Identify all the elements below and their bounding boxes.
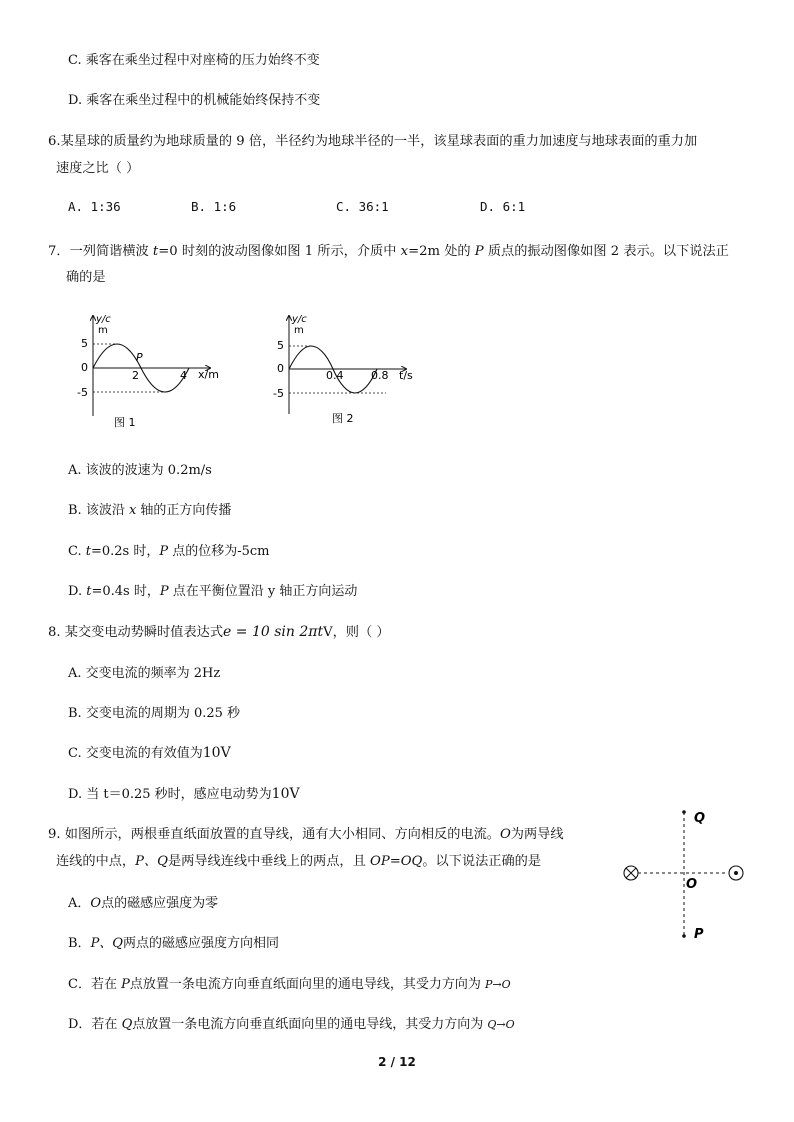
x-tick-4: 4 (180, 369, 187, 382)
q8-option-c: C. 交变电流的有效值为10V (68, 745, 231, 761)
q7-option-a: A. 该波的波速为 0.2m/s (68, 463, 212, 478)
label-o: O (686, 877, 698, 892)
q6-stem-line1: 6.某星球的质量约为地球质量的 9 倍，半径约为地球半径的一半，该星球表面的重力加速度与地球表面的重力加 (48, 134, 698, 149)
y-tick-neg5: -5 (273, 387, 284, 400)
q6-option-a: A. 1:36 (68, 199, 121, 214)
x-axis-label: t/s (399, 369, 413, 382)
y-axis-label: y/c (292, 314, 307, 325)
y-tick-0: 0 (81, 361, 88, 374)
figure-2-caption: 图 2 (332, 412, 354, 425)
vibration-graph-figure-2 (268, 306, 428, 436)
q8-formula: e = 10 sin 2πt (223, 624, 324, 640)
x-tick-0-8: 0.8 (371, 369, 389, 382)
q8-option-d: D. 当 t＝0.25 秒时，感应电动势为10V (68, 786, 300, 802)
figure-1-caption: 图 1 (114, 416, 136, 429)
x-axis-label: x/m (198, 368, 219, 381)
current-into-page-icon (624, 866, 638, 880)
x-tick-0-4: 0.4 (326, 369, 344, 382)
point-p-dot (682, 934, 686, 938)
y-tick-5: 5 (81, 337, 88, 350)
q7-option-c: C. t=0.2s 时，P 点的位移为-5cm (68, 544, 270, 559)
y-tick-0: 0 (277, 362, 284, 375)
q9-stem-line1: 9. 如图所示，两根垂直纸面放置的直导线，通有大小相同、方向相反的电流。O为两导线 (48, 827, 564, 842)
point-p-label: P (136, 351, 143, 364)
x-tick-2: 2 (132, 369, 139, 382)
q6-option-d: D. 6:1 (480, 199, 526, 214)
q9-option-b: B．P、Q两点的磁感应强度方向相同 (68, 936, 279, 951)
q9-option-c: C．若在 P点放置一条电流方向垂直纸面向里的通电导线，其受力方向为 P→O (68, 977, 511, 992)
page-number: 2 / 12 (378, 1055, 416, 1069)
wires-figure (618, 800, 758, 950)
y-tick-5: 5 (277, 339, 284, 352)
q9-option-d: D．若在 Q点放置一条电流方向垂直纸面向里的通电导线，其受力方向为 Q→O (68, 1017, 515, 1032)
y-axis-unit: m (98, 325, 108, 336)
y-axis-unit: m (294, 325, 304, 336)
q7-stem-line1: 7．一列简谐横波 t=0 时刻的波动图像如图 1 所示，介质中 x=2m 处的 P 质点的振动图像如图 2 表示。以下说法正 (48, 244, 729, 259)
current-out-of-page-icon (729, 866, 743, 880)
q9-stem-line2: 连线的中点，P、Q是两导线连线中垂线上的两点，且 OP=OQ。以下说法正确的是 (56, 854, 542, 869)
q9-option-a: A．O点的磁感应强度为零 (68, 896, 219, 911)
q8-option-a: A. 交变电流的频率为 2Hz (68, 666, 221, 681)
q7-option-b: B. 该波沿 x 轴的正方向传播 (68, 503, 232, 518)
q8-stem: 8. 某交变电动势瞬时值表达式e = 10 sin 2πtV，则（ ） (48, 624, 390, 640)
wave-graph-figure-1 (70, 306, 230, 436)
q6-stem-line2: 速度之比（ ） (56, 161, 140, 176)
q7-option-d: D. t=0.4s 时，P 点在平衡位置沿 y 轴正方向运动 (68, 584, 358, 599)
q5-option-c: C. 乘客在乘坐过程中对座椅的压力始终不变 (68, 53, 320, 68)
label-p: P (694, 927, 704, 942)
q6-option-c: C. 36:1 (336, 199, 389, 214)
y-tick-neg5: -5 (77, 386, 88, 399)
point-q-dot (682, 810, 686, 814)
q6-option-b: B. 1:6 (191, 199, 237, 214)
label-q: Q (694, 811, 706, 826)
y-axis-label: y/c (96, 314, 111, 325)
q7-stem-line2: 确的是 (66, 270, 106, 285)
q8-option-b: B. 交变电流的周期为 0.25 秒 (68, 706, 241, 721)
q5-option-d: D. 乘客在乘坐过程中的机械能始终保持不变 (68, 93, 321, 108)
